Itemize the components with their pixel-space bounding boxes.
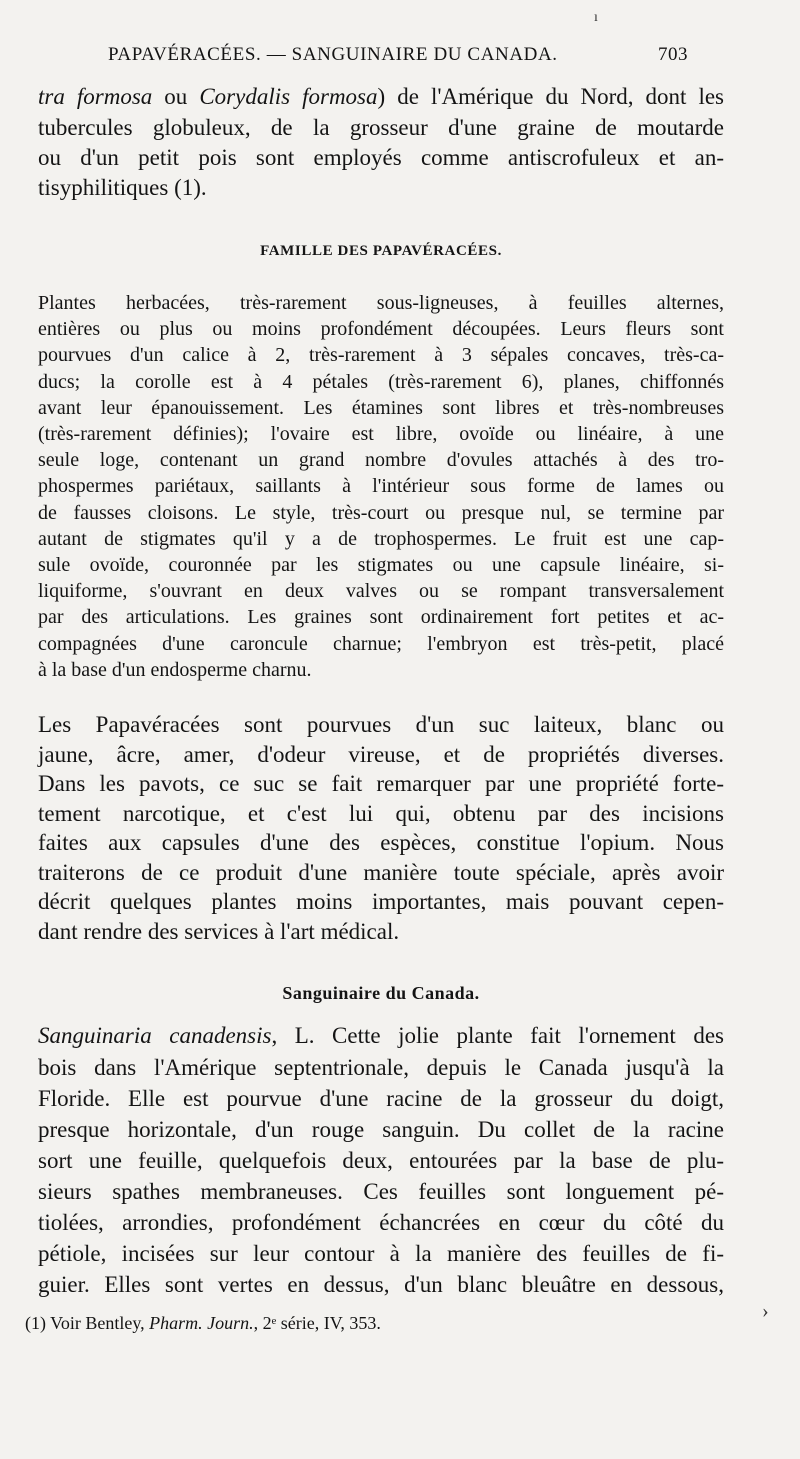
family-line: seule loge, contenant un grand nombre d'ovules attachés à des tro- xyxy=(38,449,724,472)
sanguinaria-line-1: Sanguinaria canadensis, L. Cette jolie plante fait l'ornement des xyxy=(38,1023,724,1048)
bodypara-line: jaune, âcre, amer, d'odeur vireuse, et de propriétés diverses. xyxy=(38,741,724,767)
family-line: à la base d'un endosperme charnu. xyxy=(38,658,312,681)
bodypara-line: faites aux capsules d'une des espèces, constitue l'opium. Nous xyxy=(38,830,724,855)
running-title: PAPAVÉRACÉES. — SANGUINAIRE DU CANADA. xyxy=(108,44,558,65)
bodypara-line: Dans les pavots, ce suc se fait remarquer par une propriété forte- xyxy=(38,771,724,796)
family-heading: FAMILLE DES PAPAVÉRACÉES. xyxy=(260,243,502,259)
intro-line-4: tisyphilitiques (1). xyxy=(38,175,207,200)
footnote: (1) Voir Bentley, Pharm. Journ., 2ᵉ série, IV, 353. xyxy=(25,1313,381,1333)
family-line: de fausses cloisons. Le style, très-court ou presque nul, se termine par xyxy=(38,501,724,524)
sangpara-line: presque horizontale, d'un rouge sanguin. Du collet de la racine xyxy=(38,1117,724,1142)
sangpara-line: pétiole, incisées sur leur contour à la manière des feuilles de fi- xyxy=(38,1241,724,1266)
bodypara-line: Les Papavéracées sont pourvues d'un suc laiteux, blanc ou xyxy=(38,712,724,737)
family-line: ducs; la corolle est à 4 pétales (très-rarement 6), planes, chiffonnés xyxy=(38,370,724,393)
family-line: pourvues d'un calice à 2, très-rarement à 3 sépales concaves, très-ca- xyxy=(38,344,724,367)
sangpara-line: Floride. Elle est pourvue d'une racine de la grosseur du doigt, xyxy=(38,1086,724,1111)
family-line: phospermes pariétaux, saillants à l'intérieur sous forme de lames ou xyxy=(38,475,724,498)
family-line: sule ovoïde, couronnée par les stigmates ou une capsule linéaire, si- xyxy=(38,554,724,576)
sangpara-line: sieurs spathes membraneuses. Ces feuilles sont longuement pé- xyxy=(38,1179,724,1204)
species-name: Sanguinaria canadensis xyxy=(38,1023,272,1048)
intro-italic-2: Corydalis formosa xyxy=(199,84,378,109)
page-number: 703 xyxy=(658,44,688,65)
bodypara-line: tement narcotique, et c'est lui qui, obtenu par des incisions xyxy=(38,800,724,826)
intro-line-2: tubercules globuleux, de la grosseur d'une graine de moutarde xyxy=(38,115,724,140)
family-line: Plantes herbacées, très-rarement sous-ligneuses, à feuilles alternes, xyxy=(38,292,724,314)
family-line: liquiforme, s'ouvrant en deux valves ou se rompant transversalement xyxy=(38,580,724,603)
section-subheading: Sanguinaire du Canada. xyxy=(282,983,480,1003)
margin-arrow-mark: › xyxy=(762,1300,769,1322)
family-line: compagnées d'une caroncule charnue; l'embryon est très-petit, placé xyxy=(38,632,724,655)
family-line: (très-rarement définies); l'ovaire est libre, ovoïde ou linéaire, à une xyxy=(38,423,724,445)
bodypara-line: dant rendre des services à l'art médical. xyxy=(38,918,400,944)
sangpara-line: tiolées, arrondies, profondément échancrées en cœur du côté du xyxy=(38,1210,724,1235)
family-line: autant de stigmates qu'il y a de trophospermes. Le fruit est une cap- xyxy=(38,527,724,550)
sangpara-line: bois dans l'Amérique septentrionale, depuis le Canada jusqu'à la xyxy=(38,1055,724,1080)
intro-italic-1: tra formosa xyxy=(38,84,153,109)
family-line: entières ou plus ou moins profondément découpées. Leurs fleurs sont xyxy=(38,318,724,341)
margin-mark: ı xyxy=(594,10,598,25)
intro-line-1: tra formosa ou Corydalis formosa) de l'Amérique du Nord, dont les xyxy=(38,84,725,109)
bodypara-line: décrit quelques plantes moins importantes, mais pouvant cepen- xyxy=(38,889,724,914)
running-head xyxy=(108,44,688,66)
intro-line-3: ou d'un petit pois sont employés comme antiscrofuleux et an- xyxy=(38,145,724,170)
family-line: avant leur épanouissement. Les étamines sont libres et très-nombreuses xyxy=(38,396,724,419)
sangpara-line: sort une feuille, quelquefois deux, entourées par la base de plu- xyxy=(38,1148,724,1173)
family-line: par des articulations. Les graines sont ordinairement fort petites et ac- xyxy=(38,606,724,629)
bodypara-line: traiterons de ce produit d'une manière toute spéciale, après avoir xyxy=(38,859,724,885)
sangpara-line: guier. Elles sont vertes en dessus, d'un blanc bleuâtre en dessous, xyxy=(38,1272,724,1297)
journal-title: Pharm. Journ. xyxy=(149,1313,254,1333)
